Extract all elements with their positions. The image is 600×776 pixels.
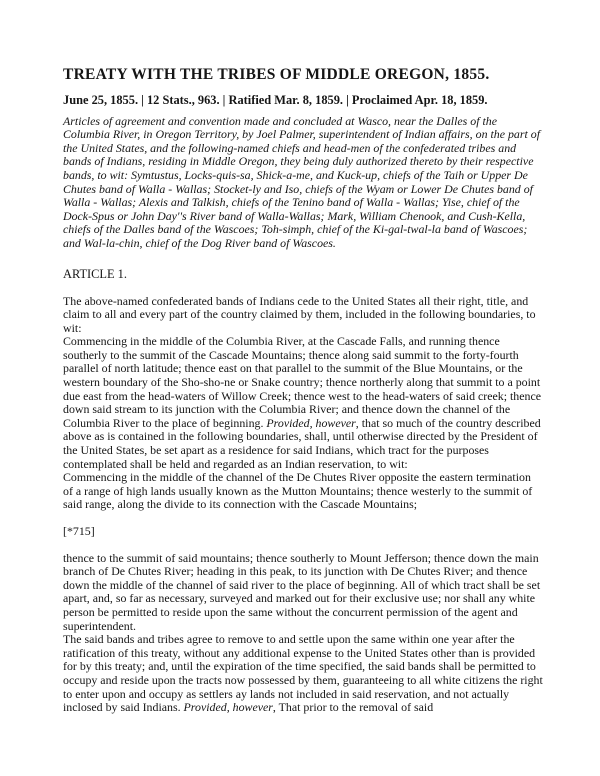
body-paragraph: Commencing in the middle of the channel of the De Chutes River opposite the eastern termination of a range of high lands usually known as the Mutton Mountains; thence westerly to the summit of said range, along the divide to its connection with the Cascade Mountains; — [63, 470, 533, 512]
article-body — [63, 295, 543, 715]
body-paragraph: Commencing in the middle of the Columbia River, at the Cascade Falls, and running thence southerly to the summit of the Cascade Mountains; thence along said summit to the forty-fourth parallel of north latitude; thence east on that parallel to the summit of the Blue Mountains, or the western boundary of the Sho-sho-ne or Snake country; thence northerly along that summit to a point due east from the head-waters of Willow Creek; thence west to the head-waters of said creek; thence down said stream to its junction with the Columbia River; and thence down the channel of the Columbia River to the place of beginning. Provided, however, that so much of the country described above as is contained in the following boundaries, shall, until otherwise directed by the President of the United States, be set apart as a residence for said Indians, which tract for the purposes contemplated shall be held and regarded as an Indian reservation, to wit: — [63, 334, 542, 471]
body-paragraph: The said bands and tribes agree to remove to and settle upon the same within one year after the ratification of this treaty, without any additional expense to the United States other than is provided for by this treaty; and, until the expiration of the time specified, the said bands shall be permitted to occupy and reside upon the tracts now possessed by them, guaranteeing to all white citizens the right to enter upon and occupy as settlers ay lands not included in said reservation, and not actually inclosed by said Indians. Provided, however, That prior to the removal of said — [63, 632, 543, 715]
article-1-heading: ARTICLE 1. — [63, 266, 127, 281]
body-paragraph: thence to the summit of said mountains; thence southerly to Mount Jefferson; thence down the main branch of De Chutes River; heading in this peak, to its junction with De Chutes River; and thence down the middle of the channel of said river to the place of beginning. All of which tract shall be set apart, and, so far as necessary, surveyed and marked out for their exclusive use; nor shall any white person be permitted to reside upon the same without the concurrent permission of the agent and superintendent. — [63, 550, 541, 633]
document-title: TREATY WITH THE TRIBES OF MIDDLE OREGON, 1855. — [63, 66, 490, 83]
page-marker: [*715] — [63, 524, 95, 538]
citation-line: June 25, 1855. | 12 Stats., 963. | Ratified Mar. 8, 1859. | Proclaimed Apr. 18, 1859. — [63, 92, 488, 107]
document-content — [63, 66, 543, 715]
treaty-preamble: Articles of agreement and convention made and concluded at Wasco, near the Dalles of the Columbia River, in Oregon Territory, by Joel Palmer, superintendent of Indian affairs, on the part of the United States, and the following-named chiefs and head-men of the confederated tribes and bands of Indians, residing in Middle Oregon, they being duly authorized thereto by their respective bands, to wit: Symtustus, Locks-quis-sa, Shick-a-me, and Kuck-up, chiefs of the Taih or Upper De Chutes band of Walla - Wallas; Stocket-ly and Iso, chiefs of the Wyam or Lower De Chutes band of Walla - Wallas; Alexis and Talkish, chiefs of the Tenino band of Walla - Wallas; Yise, chief of the Dock-Spus or John Day''s River band of Walla-Wallas; Mark, William Chenook, and Cush-Kella, chiefs of the Dalles band of the Wascoes; Toh-simph, chief of the Ki-gal-twal-la band of Wascoes; and Wal-la-chin, chief of the Dog River band of Wascoes. — [63, 113, 541, 251]
body-paragraph: The above-named confederated bands of Indians cede to the United States all their right, title, and claim to all and every part of the country claimed by them, included in the following boundaries, to wit: — [63, 293, 536, 335]
